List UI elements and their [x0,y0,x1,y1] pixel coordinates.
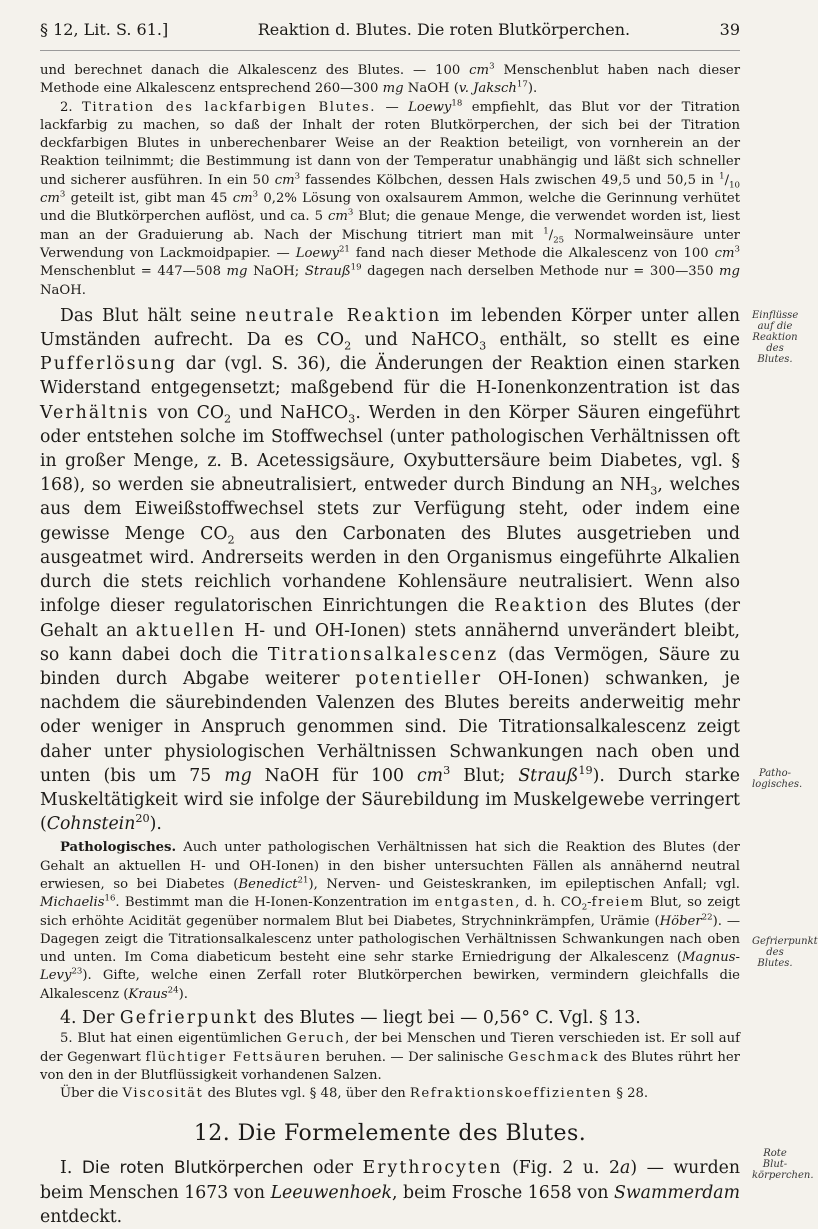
margin-note-rote: Rote Blut- körperchen. [752,1148,814,1181]
para-2: 2. Titration des lackfarbigen Blutes. — Loewy$^{18}$ empfiehlt, das Blut vor der Titration lackfarbig zu machen, so daß der Inhalt der roten Blutkörperchen, der sich bei der Titration deckfarbigen Blutes in unberechenbarer Weise an der Reaktion beteiligt, von vornherein an der Reaktion teilnimmt; die Bestimmung ist dann von der Temperatur unabhängig und läßt sich schneller und sicherer ausführen. In ein 50 $cm^3$ fassendes Kölbchen, dessen Hals zwischen 49,5 und 50,5 in $^1/_{10}$ $cm^3$ geteilt ist, gibt man 45 $cm^3$ 0,2% Lösung von oxalsaurem Ammon, welche die Gerinnung verhütet und die Blutkörperchen auflöst, und ca. 5 $cm^3$ Blut; die genaue Menge, die verwendet worden ist, liest man an der Graduierung ab. Nach der Mischung titriert man mit $^1/_{25}$ Normalweinsäure unter Verwendung von Lackmoidpapier. — Loewy$^{21}$ fand nach dieser Methode die Alkalescenz von 100 $cm^3$ Menschenblut = 447—508 mg NaOH; Strauß$^{19}$ dagegen nach derselben Methode nur = 300—350 mg NaOH. [40,98,740,298]
header-title: Reaktion d. Blutes. Die roten Blutkörperchen. [257,20,631,39]
para-reaktion [40,304,740,836]
header-reference: § 12, Lit. S. 61.] [40,20,169,39]
header-rule [40,50,740,51]
para-rote [40,1156,740,1229]
section-title: 12. Die Formelemente des Blutes. [193,1121,587,1147]
para-4: Pathologisches. Auch unter pathologischen Verhältnissen hat sich die Reaktion des Blutes (der Gehalt an aktuellen H- und OH-Ionen) in den bisher untersuchten Fällen als annähernd neutral erwiesen, so bei Diabetes (Benedict$^{21}$), Nerven- und Geisteskranken, im epileptischen Anfall; vgl. Michaelis$^{16}$. Bestimmt man die H-Ionen-Konzentration im entgasten, d. h. $CO_2$-freiem Blut, so zeigt sich erhöhte Acidität gegenüber normalem Blut bei Diabetes, Strychninkrämpfen, Urämie (Höber$^{22}$). — Dagegen zeigt die Titrationsalkalescenz unter pathologischen Verhältnissen Schwankungen nach oben und unten. Im Coma diabeticum besteht eine sehr starke Erniedrigung der Alkalescenz (Magnus-Levy$^{23}$). Gifte, welche einen Zerfall roter Blutkörperchen bewirken, vermindern gleichfalls die Alkalescenz (Kraus$^{24}$). [40,840,741,1002]
para-1: und berechnet danach die Alkalescenz des Blutes. — 100 $cm^3$ Menschenblut haben nach dieser Methode eine Alkalescenz entsprechend 260—300 mg NaOH (v. Jaksch$^{17}$). [40,61,740,97]
margin-note-pathologisches: Patho- logisches. [752,768,803,790]
para-patho [40,839,740,1004]
para-titration [40,62,740,300]
para-7: Über die Viscosität des Blutes vgl. § 48, über den Refraktionskoeffizienten § 28. [60,1086,649,1102]
para-geruch [40,1030,740,1103]
para-5: 4. Der Gefrierpunkt des Blutes — liegt bei — 0,56° C. Vgl. § 13. [60,1008,641,1028]
para-gefrier [40,1006,740,1030]
running-header [40,20,740,48]
para-8: I. Die roten Blutkörperchen oder Erythrocyten (Fig. 2 u. 2a) — wurden beim Menschen 1673 von Leeuwenhoek, beim Frosche 1658 von Swammerdam entdeckt. [40,1158,740,1227]
para-3: Das Blut hält seine neutrale Reaktion im lebenden Körper unter allen Umständen aufrecht. Da es $CO_2$ und NaHCO$_3$ enthält, so stellt es eine Pufferlösung dar (vgl. S. 36), die Änderungen der Reaktion einen starken Widerstand entgegensetzt; maßgebend für die H-Ionenkonzentration ist das Verhältnis von $CO_2$ und NaHCO$_3$. Werden in den Körper Säuren eingeführt oder entstehen solche im Stoffwechsel (unter pathologischen Verhältnissen oft in großer Menge, z. B. Acetessigsäure, Oxybuttersäure beim Diabetes, vgl. § 168), so werden sie abneutralisiert, entweder durch Bindung an $NH_3$, welches aus dem Eiweißstoffwechsel stets zur Verfügung steht, oder indem eine gewisse Menge $CO_2$ aus den Carbonaten des Blutes ausgetrieben und ausgeatmet wird. Andrerseits werden in den Organismus eingeführte Alkalien durch die stets reichlich vorhandene Kohlensäure neutralisiert. Wenn also infolge dieser regulatorischen Einrichtungen die Reaktion des Blutes (der Gehalt an aktuellen H- und OH-Ionen) stets annähernd unverändert bleibt, so kann dabei doch die Titrationsalkalescenz (das Vermögen, Säure zu binden durch Abgabe weiterer potentieller OH-Ionen) schwanken, je nachdem die säurebindenden Valenzen des Blutes bereits anderweitig mehr oder weniger in Anspruch genommen sind. Die Titrationsalkalescenz zeigt daher unter physiologischen Verhältnissen Schwankungen nach oben und unten (bis um 75 mg NaOH für 100 $cm^3$ Blut; Strauß$^{19}$). Durch starke Muskeltätigkeit wird sie infolge der Säurebildung im Muskelgewebe verringert (Cohnstein$^{20}$). [40,305,741,835]
margin-note-gefrierpunkt: Gefrierpunkt des Blutes. [752,936,818,969]
page-number: 39 [719,20,740,39]
para-6: 5. Blut hat einen eigentümlichen Geruch, der bei Menschen und Tieren verschieden ist. Er soll auf der Gegenwart flüchtiger Fettsäuren beruhen. — Der salinische Geschmack des Blutes rührt her von den in der Blutflüssigkeit vorhandenen Salzen. [40,1031,740,1083]
page-body [40,62,740,1229]
margin-note-einfluesse: Einflüsse auf die Reaktion des Blutes. [752,310,799,365]
